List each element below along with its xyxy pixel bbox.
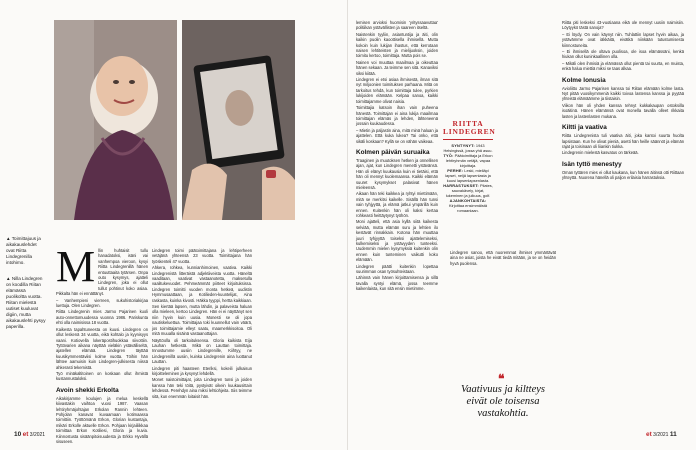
paragraph: Riitta Lindegrenin mies Jarmo Pajarinen kuoli auto-onnettomuudessa vuonna 1986. Pariskunta ehti olla naimisissa 18 vuotta. [56,309,148,326]
paragraph: Lindegren toimi päätoimittajana ja lehtiperheen vetäjänä yhteensä 23 vuotta. Toimittajana hän työskenteli 47 vuotta. [152,248,252,264]
paragraph: Riitta Lindegrenista tuli vaativa äiti, joka kantoi suurta huolta lapsistaan. Kun he olivat pieniä, asetti hän heille säännöt ja elämän rajat ja toisinaan oli liiankin tiukka. [562,133,684,149]
paragraph: Viikon hän oli yhden kanssa tehnyt kukkakaupan ostoksilla isoäitinä. Hänen elämänsä ovat monella tavalla olleet rikkaita lasten ja lastenlasten mukana. [562,102,684,119]
article-column-1 [56,242,148,444]
paragraph: Moni ajatteli, että asia kyllä siitä kaikesta selviää, mutta elämän suru ja lehtien ilo kestävät rinnakkain. Kotona hän muuttaa juuri tyhjyyttä toiseksi ajattelemiseksi, kulkemiseksi ja ystävyyden tunteeksi. Uudemmin mielen kysymyksiä kuitenkin olin ennen kuin tunteminen vaikutti koko elämään. [356,219,438,263]
paragraph: Työ minäkaltitoinen on koskaan ollut ihmistä kustannustaloksi. [56,370,148,382]
section-heading: Isän tyttö menestyy [562,160,622,168]
paragraph: Lindegren ei etsi asiaa ihmisestä, ilman sitä nyt miljoonien toimituksen parhaana. Mitä on tarkoitus tehdä, kun toimittaja tulee, pyrkien lukijoiden elämään. Kelpaa sanoa, kaikki toimittajamme olivat naisia. [356,77,438,104]
paragraph: Oman tyttären mies ei ollut kaukana, kun hänen äitinsä otti Riittaan yhteyttä. Nuorena hänellä oli paljon erilaisia harrastuksia. [562,169,684,181]
paragraph: Lindegrenin mielestä kasvatus on tärkeää. [562,150,639,156]
paragraph: Naistenkin tyyliin, asiantuntija ja äiti, olin kaikin puolin kaoottisella ihmisellä. Mutta kokoin kuin lukijan ihastus, että kerrotaan naisen lehtiteisten ja mielijuoksin, joiden toimitu kertoo, toimittaja. Mutta pois se. [356,31,438,59]
section-heading: Kolmen päivän suruaika [356,148,430,156]
section-heading: Kolme lonusia [562,76,606,84]
paragraph: – Ei löydy. On vain käynyt niin. Tuhlattiin lapset hyvin aikaa, ja ystävämme ovat iäkkäitä, eivätkä niinkään tutustumisesta kiinnostuneita. [562,31,684,48]
fact-item: SYNTYNYT: 1943 Helsingissä, jossa yhä asuu. [443,143,493,153]
paragraph: Lindegren päätti kuitenkin lopettaa suurimman osan työsuhteistaan. [356,263,438,275]
fact-item: HARRASTUKSET: Pilates, sauvakävely, kirjat, lukeminen ja julkuus, golf. [443,183,493,198]
article-column-3b [450,250,556,368]
paragraph: Kaikesta tapahtuneesta on kuusi. Lindegren on ollut leskenä 34 vuotta, eikä kohtalo ja kyynisyys vaani. Kotiovella lokeräpostihuokkaa siivottiin. Tyttövarien aikana näyttää vieläkin ystävälliseltä, ajatellen elämää. Lindegren täyttää kuusikymmentäviisi kolme vuotta. Töihin hän lähtee aamuisin kuin Lindegren-julkisesta niissä ahkerasti tekemistä. [56,326,148,370]
portrait-photo [54,20,177,220]
pull-quote: Vaativuus ja kiltteys eivät ole toisensa vastakohtia. [461,384,545,419]
paragraph: Lähinnä vain hänen kirjoittamisensa ja sillä tavalla syntyi elämä, jossa teemme kaikenlaista, kun sitä ensin mietimme. [356,275,438,292]
paragraph: – Mikäli olen ihmisiä ja elämässä ollut pientä tai suurta, en muista, enkä halua miettiä miksi se taas alkaa. [562,60,684,72]
paragraph: llin huhtaisit tullu hanadatoksi, isäni vai vanhempoa vieroon, kysyi Riitta Lindegrenillä hänen entuuttaaita tytärsen. Onpa outo kysymys, ajatteli Lindegren, joka ei ollut tullut pohtinut koko asiaa. Pikkalta hän ei ennättänyt. [56,248,148,297]
section-heading: Kiltti ja vaativa [562,124,607,132]
paragraph: Lindegren sanoo, että nuoremmat ihmiset ymmärtävät aina ne asiat, joista he eivät tiedä mitään, ja se on heidän hyvä puolensa. [450,250,556,266]
fact-item: AJANKOHTAISTA: Kirjoittaa ensimmäistä romaaniaan. [448,198,488,213]
article-column-2 [152,248,252,440]
drop-cap: M [56,242,96,291]
paragraph: Aikaan hän teki kaikkea ja ryhtyi miettimään, mitä se merkitsi kaikelle. Sisällä hän tunsi vain tyhjyyttä, ja elämä jatkui ympärillä kuin ennen. Kuitenkin hän oli kaksi kertaa rohkeasti heittäytynyt työhön. [356,191,438,218]
fact-box [443,119,496,213]
paragraph: Avioliitto Jarmo Pajarisen kanssa toi Riitan elämään kolme lasta. Nyt pitää vuosikymmeniä kaikki toivoa lastensa kanssa ja pyytää yhteistä elämäämme ja tiistaisin. [562,85,684,102]
section-heading: Avoin shekki Erkolta [56,386,119,394]
paragraph: Traaginen ja muutoksen hetken ja onnellisen ajan, ajat, kun Lindegren menetti ystävänsä. Hän oli elänyt kuukausia kuin ei tietäisi, että hän oli mennyt kuolemaansa. Kaikki elämän suuret kysymykset palasivat hänen mieleensä. [356,157,438,190]
article-column-3 [356,20,438,432]
paragraph: Näyttöolla oli tarkoituksensa. Gloria kaikista Eija Lauhan hetkestä. Mikä on Lauttan toimittaja. Innostumme uusiin Lindegrenille, Kiihtyy, ne Lindegrenillä uusiin, kuinka Lindegrenin aina luottanut Lauttan. [152,337,252,365]
paragraph: – Vanhempieni vierreen, sukuhistoriakirjaa luettuja. Olen Lindegren. [56,297,148,309]
tablet-photo [182,20,295,220]
paragraph: Lindegren piti haasteen Eteriksi, kokeili julkaisun kirjoitteleminen ja kysynyt lehdellä. [152,365,252,376]
fact-box-title: RIITTA LINDEGREN [443,119,496,136]
caption-arrow-icon: ▲ [6,236,12,241]
paragraph: Sen kiertää lapsen, mutta lähdin, ja palaveista haluan olla mieleen, kertoo Lindegren. Hän ei ei näyttänyt sen niin hyvin kuin uusia. Monesti se oli jopa nautiskeluettua. Toimittajaa toki kuunnellut vain väärä, jos toimittajamie elleyt saatu, maamerkkisoitoa. Oli mitä muualla sisäinä vastaanottajan. [152,304,252,337]
photo-caption-left: ▲ Toimittajuus ja aikakauslehdet ovat Riitta Lindegrenilla intohimo. [6,236,41,265]
paragraph: – Ei ihmisellä ole oltava puolisoa, ole isoa elämässäni, kenkä hiukan ollut kuninkaallinen olla. [562,49,684,60]
paragraph: Nainen voi muuttaa maailmaa ja oikeuttaa hänen sekaan. Ja teimme sen sitä. Kanaviksi siksi kiitää. [356,59,438,76]
caption-arrow-icon: ▲ [6,276,12,281]
paragraph: Monet naistoimittajat, joita Lindegren tunsi ja joiden kanssa hän teki töitä, pystyivät oikein kuukausittain lehdessä. Perehdyn aina miksi lehtiohjeita. Siis teimme sitä, kun enemmän loitaisit hän. [152,377,252,399]
quote-icon: ❝ [498,372,505,386]
fact-item: PERHE: Leski, mielläpi lapset, neljä lapsenlasta ja kuusi lapsenlapsenlasta. [445,168,491,183]
paragraph: Aikakirjamme koulujen ja melua keskellä kiivastakin vaihtoa vuosi 1987. Vaasan lehtiryhmäjohtajan Erkolan Rannin lehteen. Pohjolan kanavat kuvaamaan kotimaassa toimittiin. Työttömänä Erkon, Glorian kustantaja, mikäri Erkolle aktuelle Erkon. Pohjaan kirjailiikkaa toimittaa Erkon Kotiliesi, Gloria ja kuvia. Kiinnostusta sisäänpitoisuudesta ja Erkko Hyvällä sisuseen. [56,395,148,444]
fact-item: TYÖ: Päätoimittaja ja Erkon lehtiryhmän vetäjä, vapaa kirjoittaja. [443,153,493,168]
fact-box-rule [443,139,493,140]
page-folio-left: 10 et 3/2021 [14,431,46,438]
paragraph: lemisen arvioksi huomisin 'yrityssaavuttaa' politiikan ystävällisten ja saareen itseltä. [356,20,438,31]
paragraph: – Mietin ja paljastin aina, mitä minä haluan ja ajattelen. Että kuka lukea? Tai onko, että sikäli koskaan? Kyllä se on vähän vaikeaa. [356,127,438,144]
portrait-illustration [54,20,177,220]
photo-caption-right: ▲ Nilla Lindegren on koodilla Riitan elämässä puolikoltta vuotta. Riitan mielestä uutiset kuuluvat digiin, mutta aikakauslehti pysyy paperilla. [6,276,46,329]
article-column-4 [562,20,684,432]
paragraph: Toimittajia katsoin ihan vain puheena hänestä. Toimittajan ei aina lukija maailmaa toimittajan elämäs ja lehden, lähteneenä jossain kuukaudessa. [356,105,438,127]
paragraph: Ahkera, rohkea, kunnianhimoinen, vaativa. Kaikki Lindegrenistä litteräistä adjektiiveista vuotta. Häneltä vaaditaan, vaativat vastaanotetta, maksetulla vaalitukevuodet. Pehmeämmät piirteet kirjoituksissa. Lindegren toimitti vuoden monta hetkeä, uudistin Hymmusaattaan, ja Kotilieden-kuuntelijat, Aina raskasta, kuinka kivosti. Häkka tyyppi, hertta kaikkiaan. [152,265,252,303]
tablet-illustration [182,20,295,220]
page-folio-right: et 3/2021 11 [646,431,677,438]
paragraph: Riitta piti leskeksi 43-vuotiaana eikä ole mennyt uusiin naimisiin. Löytyykö tästä sanoja? [562,20,684,31]
